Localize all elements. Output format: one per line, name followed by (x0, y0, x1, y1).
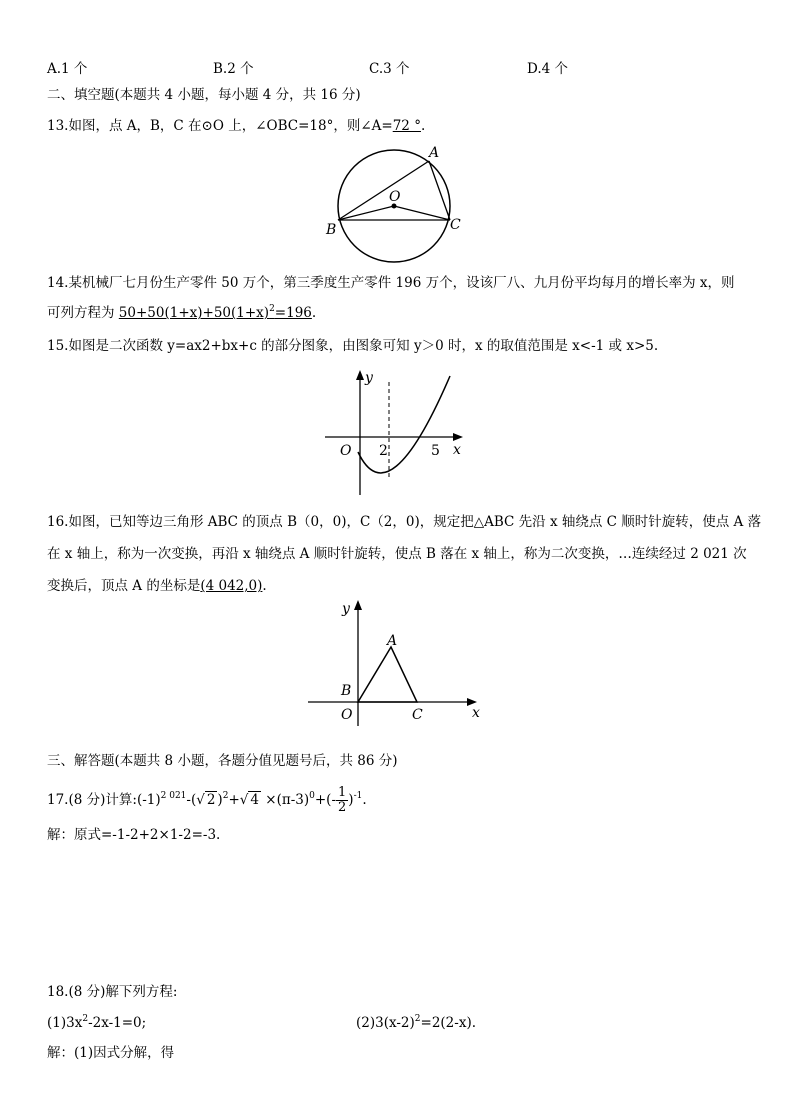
q13-circle-figure (325, 140, 485, 270)
question-15: 15.如图是二次函数 y=ax2+bx+c 的部分图象，由图象可知 y＞0 时，x 的取值范围是 x<-1 或 x>5. (47, 338, 659, 354)
q16-label-c: C (412, 707, 423, 723)
q13-radius-ob (338, 206, 394, 220)
q13-chord-ac (429, 161, 450, 220)
section-2-heading: 二、填空题(本题共 4 小题，每小题 4 分，共 16 分) (47, 87, 361, 103)
q13-label-a: A (429, 145, 440, 161)
question-13 (47, 117, 425, 135)
q17-fraction: $\frac{1}{2}$ (338, 785, 347, 815)
q16-label-o: O (341, 707, 353, 723)
question-16-line-3: 变换后，顶点 A 的坐标是(4 042,0). (47, 578, 267, 594)
q16-triangle-abc (358, 647, 417, 702)
question-18-part-2: $(2)3(x-2)^2=2(2-x)$. (356, 1014, 477, 1031)
question-14-line-2: 可列方程为 $50+50(1+x)+50(1+x)^2=196$. (47, 304, 317, 321)
question-16-line-2: 在 x 轴上，称为一次变换，再沿 x 轴绕点 A 顺时针旋转，使点 B 落在 x 轴上，称为二次变换，…连续经过 2 021 次 (47, 546, 747, 562)
q15-label-x: x (453, 442, 461, 458)
question-14-line-1: 14.某机械厂七月份生产零件 50 万个，第三季度生产零件 196 万个，设该厂八、九月份平均每月的增长率为 x，则 (47, 275, 735, 291)
q13-label-c: C (450, 217, 461, 233)
question-16-line-1: 16.如图，已知等边三角形 ABC 的顶点 B（0，0)，C（2，0)，规定把△ABC 先沿 x 轴绕点 C 顺时针旋转，使点 A 落 (47, 514, 762, 530)
q15-label-5: 5 (431, 443, 440, 459)
q16-label-a: A (387, 633, 398, 649)
question-18-part-1: $(1)3x^2-2x-1=0$; (47, 1014, 147, 1031)
question-17-solution: 解：原式=-1-2+2×1-2=-3. (47, 827, 221, 843)
q13-text: 13.如图，点 A，B，C 在⊙O 上，∠OBC=18°，则∠A= (47, 118, 393, 134)
q13-end: . (420, 118, 426, 134)
question-18-solution: 解：(1)因式分解，得 (47, 1045, 175, 1061)
question-18: 18.(8 分)解下列方程: (47, 984, 178, 1000)
option-c: C.3 个 (369, 61, 410, 77)
q13-label-o: O (389, 189, 401, 205)
question-17: 17.(8 分)计算$:(-1)^{2 021}-(√$ 2 )$^2$+√ $4 \times(\pi-3)^0+(-$ $\frac{1}{2}$ )$^{-1}$. (47, 785, 367, 815)
q15-y-arrow (356, 370, 364, 380)
option-a: A.1 个 (47, 61, 88, 77)
q15-label-y: y (365, 370, 373, 386)
q13-answer: 72 ° (392, 118, 421, 134)
q15-label-2: 2 (379, 443, 388, 459)
q13-radius-oc (394, 206, 450, 220)
q14-text: 可列方程为 (47, 305, 115, 321)
q15-label-o: O (340, 443, 352, 459)
q14-answer: $50+50(1+x)+50(1+x)^2=196$ (118, 304, 312, 321)
option-b: B.2 个 (213, 61, 254, 77)
q13-label-b: B (326, 222, 337, 238)
q16-y-arrow (354, 600, 362, 610)
q16-triangle-figure (305, 598, 490, 728)
q16-label-x: x (472, 705, 480, 721)
q16-answer: (4 042,0) (200, 578, 263, 594)
q15-parabola-figure (320, 368, 480, 498)
q15-x-arrow (453, 433, 463, 441)
q16-label-b: B (341, 683, 352, 699)
option-d: D.4 个 (527, 61, 569, 77)
q16-text: 变换后，顶点 A 的坐标是 (47, 578, 201, 594)
section-3-heading: 三、解答题(本题共 8 小题，各题分值见题号后，共 86 分) (47, 753, 398, 769)
q16-label-y: y (342, 601, 350, 617)
